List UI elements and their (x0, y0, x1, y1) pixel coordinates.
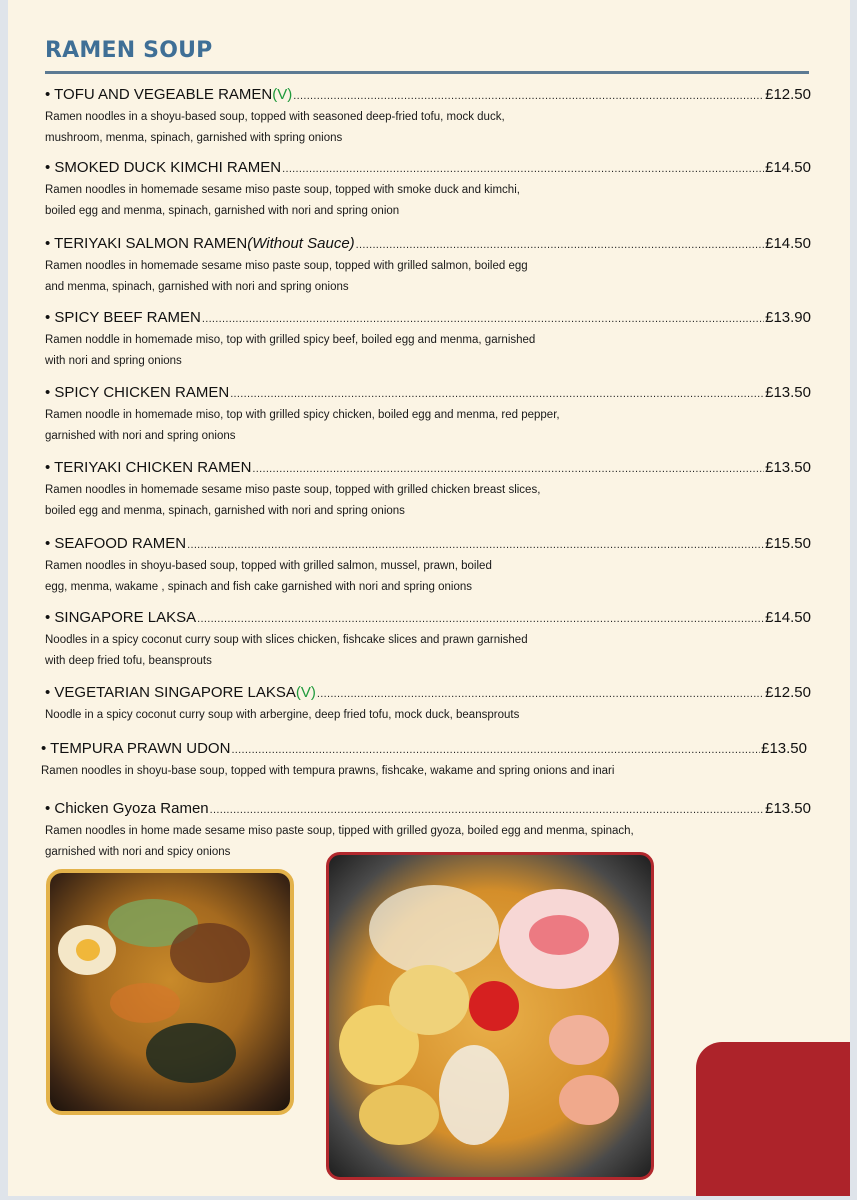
dot-leader (202, 313, 764, 325)
menu-item-description: with deep fried tofu, beansprouts (45, 655, 212, 667)
menu-item-price: £14.50 (765, 609, 811, 626)
menu-item-description: garnished with nori and spicy onions (45, 846, 231, 858)
menu-item-description: egg, menma, wakame , spinach and fish cake garnished with nori and spring onions (45, 581, 473, 593)
page-title: RAMEN SOUP (45, 38, 213, 63)
menu-item-name: • SINGAPORE LAKSA (45, 609, 197, 626)
menu-item (45, 309, 811, 371)
menu-item-description: Ramen noodles in shoyu-base soup, topped with tempura prawns, fishcake, wakame and spring onions and inari (41, 765, 615, 777)
menu-item-price: £14.50 (765, 159, 811, 176)
menu-item-description: boiled egg and menma, spinach, garnished with nori and spring onions (45, 505, 405, 517)
menu-item-description: Noodle in a spicy coconut curry soup with arbergine, deep fried tofu, mock duck, beansprouts (45, 709, 520, 721)
menu-item-row (45, 235, 811, 255)
menu-item-description: Ramen noodles in homemade sesame miso paste soup, topped with grilled chicken breast slices, (45, 484, 541, 496)
menu-item (45, 459, 811, 521)
menu-item (45, 684, 811, 725)
menu-page (8, 0, 850, 1196)
ramen-photo (46, 869, 294, 1115)
menu-item-description: boiled egg and menma, spinach, garnished with nori and spring onion (45, 205, 400, 217)
menu-item-description: Ramen noodle in homemade miso, top with grilled spicy chicken, boiled egg and menma, red pepper, (45, 409, 560, 421)
title-divider (45, 71, 809, 74)
menu-item-row (41, 740, 807, 760)
menu-item-description: Ramen noodles in homemade sesame miso paste soup, topped with smoke duck and kimchi, (45, 184, 520, 196)
menu-item (45, 609, 811, 671)
menu-item-row (45, 159, 811, 179)
menu-item-name: • SPICY BEEF RAMEN (45, 309, 201, 326)
menu-item-description: mushroom, menma, spinach, garnished with spring onions (45, 132, 343, 144)
dot-leader (282, 163, 764, 175)
menu-item-name: • SEAFOOD RAMEN (45, 535, 187, 552)
dot-leader (210, 804, 764, 816)
menu-item-name: • SMOKED DUCK KIMCHI RAMEN (45, 159, 282, 176)
menu-item-description: Ramen noodles in shoyu-based soup, topped with grilled salmon, mussel, prawn, boiled (45, 560, 492, 572)
dot-leader (252, 463, 764, 475)
menu-item-price: £15.50 (765, 535, 811, 552)
menu-item-price: £12.50 (765, 86, 811, 103)
menu-item-price: £12.50 (765, 684, 811, 701)
menu-item-price: £14.50 (765, 235, 811, 252)
menu-item-row (45, 684, 811, 704)
menu-item-price: £13.50 (761, 740, 807, 757)
menu-item-row (45, 609, 811, 629)
dot-leader (230, 388, 764, 400)
dot-leader (293, 90, 764, 102)
dot-leader (317, 688, 764, 700)
menu-item-name: • Chicken Gyoza Ramen (45, 800, 209, 817)
laksa-photo (326, 852, 654, 1180)
menu-item-description: Ramen noodles in a shoyu-based soup, topped with seasoned deep-fried tofu, mock duck, (45, 111, 505, 123)
dot-leader (231, 744, 760, 756)
menu-item-description: with nori and spring onions (45, 355, 182, 367)
menu-item-row (45, 86, 811, 106)
dot-leader (187, 539, 764, 551)
menu-item-name: • SPICY CHICKEN RAMEN (45, 384, 230, 401)
menu-item (45, 535, 811, 597)
menu-item-note: (Without Sauce) (247, 235, 355, 252)
vegetarian-badge: (V) (295, 684, 316, 701)
menu-item-price: £13.50 (765, 800, 811, 817)
menu-item-name: • TERIYAKI SALMON RAMEN (45, 235, 248, 252)
menu-item-row (45, 535, 811, 555)
menu-item-description: garnished with nori and spring onions (45, 430, 236, 442)
dot-leader (197, 613, 764, 625)
menu-item-row (45, 384, 811, 404)
menu-item-description: and menma, spinach, garnished with nori and spring onions (45, 281, 349, 293)
menu-item-name: • TEMPURA PRAWN UDON (41, 740, 231, 757)
menu-item (45, 384, 811, 446)
menu-item-price: £13.50 (765, 459, 811, 476)
menu-item (45, 159, 811, 221)
menu-item-price: £13.90 (765, 309, 811, 326)
menu-item-row (45, 800, 811, 820)
decorative-red-block (696, 1042, 850, 1196)
menu-item-name: • VEGETARIAN SINGAPORE LAKSA (45, 684, 296, 701)
menu-item-price: £13.50 (765, 384, 811, 401)
menu-item-description: Ramen noodles in home made sesame miso paste soup, tipped with grilled gyoza, boiled egg and menma, spinach, (45, 825, 634, 837)
menu-item-description: Ramen noodles in homemade sesame miso paste soup, topped with grilled salmon, boiled egg (45, 260, 528, 272)
menu-item-name: • TERIYAKI CHICKEN RAMEN (45, 459, 252, 476)
menu-item-row (45, 459, 811, 479)
menu-item-description: Ramen noddle in homemade miso, top with grilled spicy beef, boiled egg and menma, garnished (45, 334, 536, 346)
menu-item (41, 740, 807, 781)
vegetarian-badge: (V) (272, 86, 293, 103)
menu-item-name: • TOFU AND VEGEABLE RAMEN (45, 86, 273, 103)
dot-leader (356, 239, 764, 251)
menu-item-description: Noodles in a spicy coconut curry soup with slices chicken, fishcake slices and prawn garnished (45, 634, 528, 646)
menu-item (45, 235, 811, 297)
menu-item (45, 86, 811, 148)
menu-item-row (45, 309, 811, 329)
